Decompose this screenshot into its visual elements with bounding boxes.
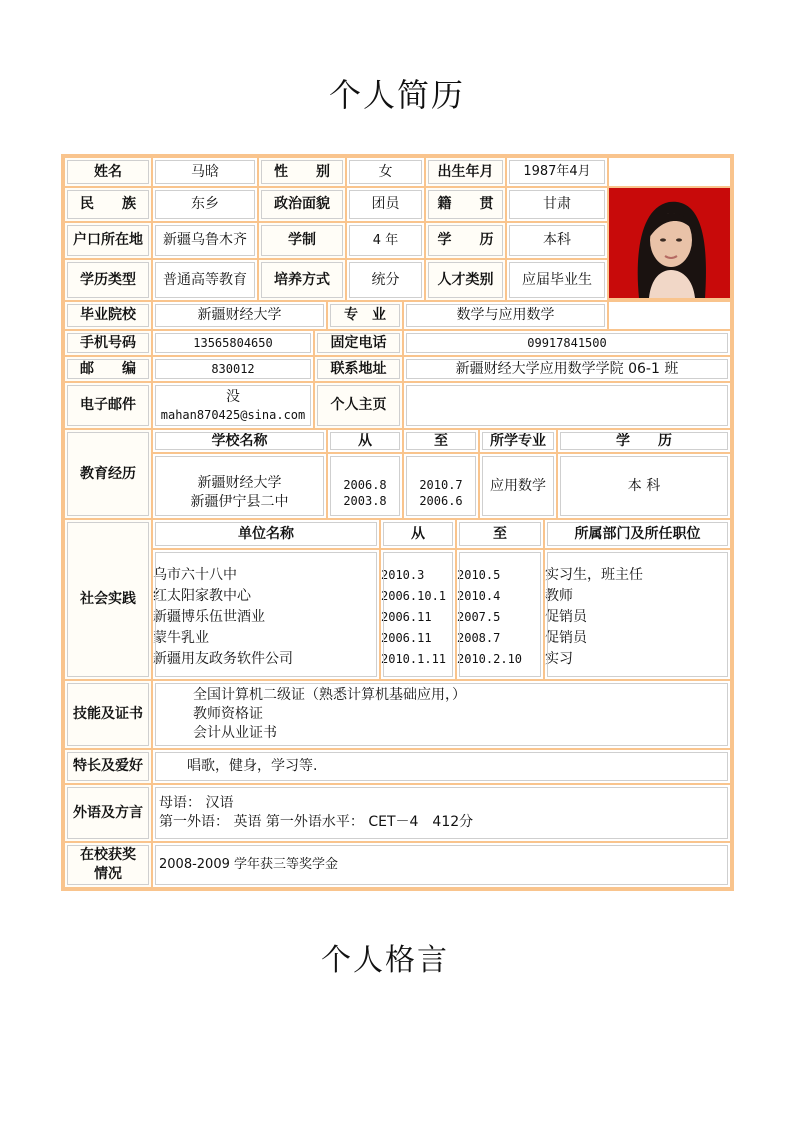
hobbies-value: 唱歌，健身，学习等. [153,750,730,783]
hukou-label: 户口所在地 [65,223,151,258]
address-value: 新疆财经大学应用数学学院 06-1 班 [404,357,730,381]
education-to-date: 2010.7 [419,477,463,492]
practice-position: 促销员 [545,609,587,625]
education-header-to: 至 [404,430,478,452]
hobbies-label: 特长及爱好 [65,750,151,783]
practice-unit: 蒙牛乳业 [153,630,209,646]
education-header-major: 所学专业 [480,430,556,452]
education-header-from: 从 [328,430,402,452]
political-label: 政治面貌 [259,188,345,221]
page-title: 个人简历 [328,76,465,114]
education-header-school: 学校名称 [153,430,326,452]
edu-type-label: 学历类型 [65,260,151,300]
practice-from-date: 2006.11 [381,631,432,645]
practice-unit: 新疆用友政务软件公司 [153,651,293,667]
native-value: 甘肃 [507,188,607,221]
birth-label: 出生年月 [426,158,505,186]
skills-label: 技能及证书 [65,681,151,748]
practice-from-date: 2010.3 [381,568,425,582]
talent-value: 应届毕业生 [507,260,607,300]
skill-item: 全国计算机二级证（熟悉计算机基础应用，） [193,687,466,704]
photo-bottom-blank [609,302,730,329]
zip-label: 邮 编 [65,357,151,381]
practice-header-unit: 单位名称 [153,520,379,548]
school-value: 新疆财经大学 [153,302,326,329]
practice-to [457,550,543,679]
major-label: 专 业 [328,302,402,329]
practice-from-date: 2010.1.11 [381,652,447,666]
practice-to-date: 2007.5 [457,610,501,624]
name-label: 姓名 [65,158,151,186]
practice-to-date: 2010.4 [457,589,501,603]
education-major: 应用数学 [480,454,556,518]
practice-position: 实习生，班主任 [545,567,643,583]
homepage-value [404,383,730,428]
practice-positions [545,550,730,679]
motto-title: 个人格言 [321,943,449,978]
practice-from-date: 2006.10.1 [381,589,447,603]
degree-value: 本科 [507,223,607,258]
native-label: 籍 贯 [426,188,505,221]
awards-label: 在校获奖情况 [65,843,151,887]
gender-label: 性 别 [259,158,345,186]
degree-label: 学 历 [426,223,505,258]
education-to-date: 2006.6 [419,494,463,508]
homepage-label: 个人主页 [315,383,402,428]
skills-list [153,681,730,748]
practice-to-date: 2008.7 [457,631,501,645]
email-label: 电子邮件 [65,383,151,428]
training-label: 培养方式 [259,260,345,300]
education-degree: 本 科 [558,454,730,518]
practice-header-position: 所属部门及所任职位 [545,520,730,548]
resume-table [61,154,734,891]
education-header-degree: 学 历 [558,430,730,452]
mobile-label: 手机号码 [65,331,151,355]
practice-position: 促销员 [545,630,587,646]
gender-value: 女 [347,158,424,186]
education-school: 新疆伊宁县二中 [190,494,289,510]
birth-value: 1987年4月 [507,158,607,186]
foreign-language: 第一外语： 英语 第一外语水平： CET－4 412分 [159,814,474,830]
training-value: 统分 [347,260,424,300]
phone-value: 09917841500 [404,331,730,355]
education-schools [153,454,326,518]
practice-units [153,550,379,679]
practice-label: 社会实践 [65,520,151,679]
practice-header-to: 至 [457,520,543,548]
education-to [404,454,478,518]
ethnicity-value: 东乡 [153,188,257,221]
zip-value: 830012 [153,357,313,381]
major-value: 数学与应用数学 [404,302,607,329]
phone-label: 固定电话 [315,331,402,355]
mobile-value: 13565804650 [153,331,313,355]
hukou-value: 新疆乌鲁木齐 [153,223,257,258]
length-label: 学制 [259,223,345,258]
practice-to-date: 2010.2.10 [457,652,523,666]
photo-top-blank [609,158,730,186]
practice-unit: 乌市六十八中 [153,567,237,583]
practice-from-date: 2006.11 [381,610,432,624]
email-line-1: 没 [226,388,240,405]
education-label: 教育经历 [65,430,151,518]
languages-value [153,785,730,841]
portrait-photo [609,188,730,298]
practice-to-date: 2010.5 [457,568,501,582]
ethnicity-label: 民 族 [65,188,151,221]
email-address: mahan870425@sina.com [160,407,306,422]
skill-item: 会计从业证书 [193,724,277,741]
name-value: 马晗 [153,158,257,186]
political-value: 团员 [347,188,424,221]
native-language: 母语： 汉语 [159,795,234,812]
practice-header-from: 从 [381,520,455,548]
address-label: 联系地址 [315,357,402,381]
education-from-date: 2003.8 [343,494,387,508]
languages-label: 外语及方言 [65,785,151,841]
education-from [328,454,402,518]
education-from-date: 2006.8 [343,477,387,492]
practice-unit: 红太阳家教中心 [153,588,251,604]
skill-item: 教师资格证 [193,706,263,723]
school-label: 毕业院校 [65,302,151,329]
talent-label: 人才类别 [426,260,505,300]
portrait-illustration [609,188,730,298]
practice-position: 实习 [545,651,573,667]
practice-from [381,550,455,679]
email-value [153,383,313,428]
education-school: 新疆财经大学 [197,475,282,492]
practice-unit: 新疆博乐伍世酒业 [153,609,265,625]
length-value: 4 年 [347,223,424,258]
awards-value: 2008-2009 学年获三等奖学金 [153,843,730,887]
edu-type-value: 普通高等教育 [153,260,257,300]
practice-position: 教师 [545,588,573,604]
